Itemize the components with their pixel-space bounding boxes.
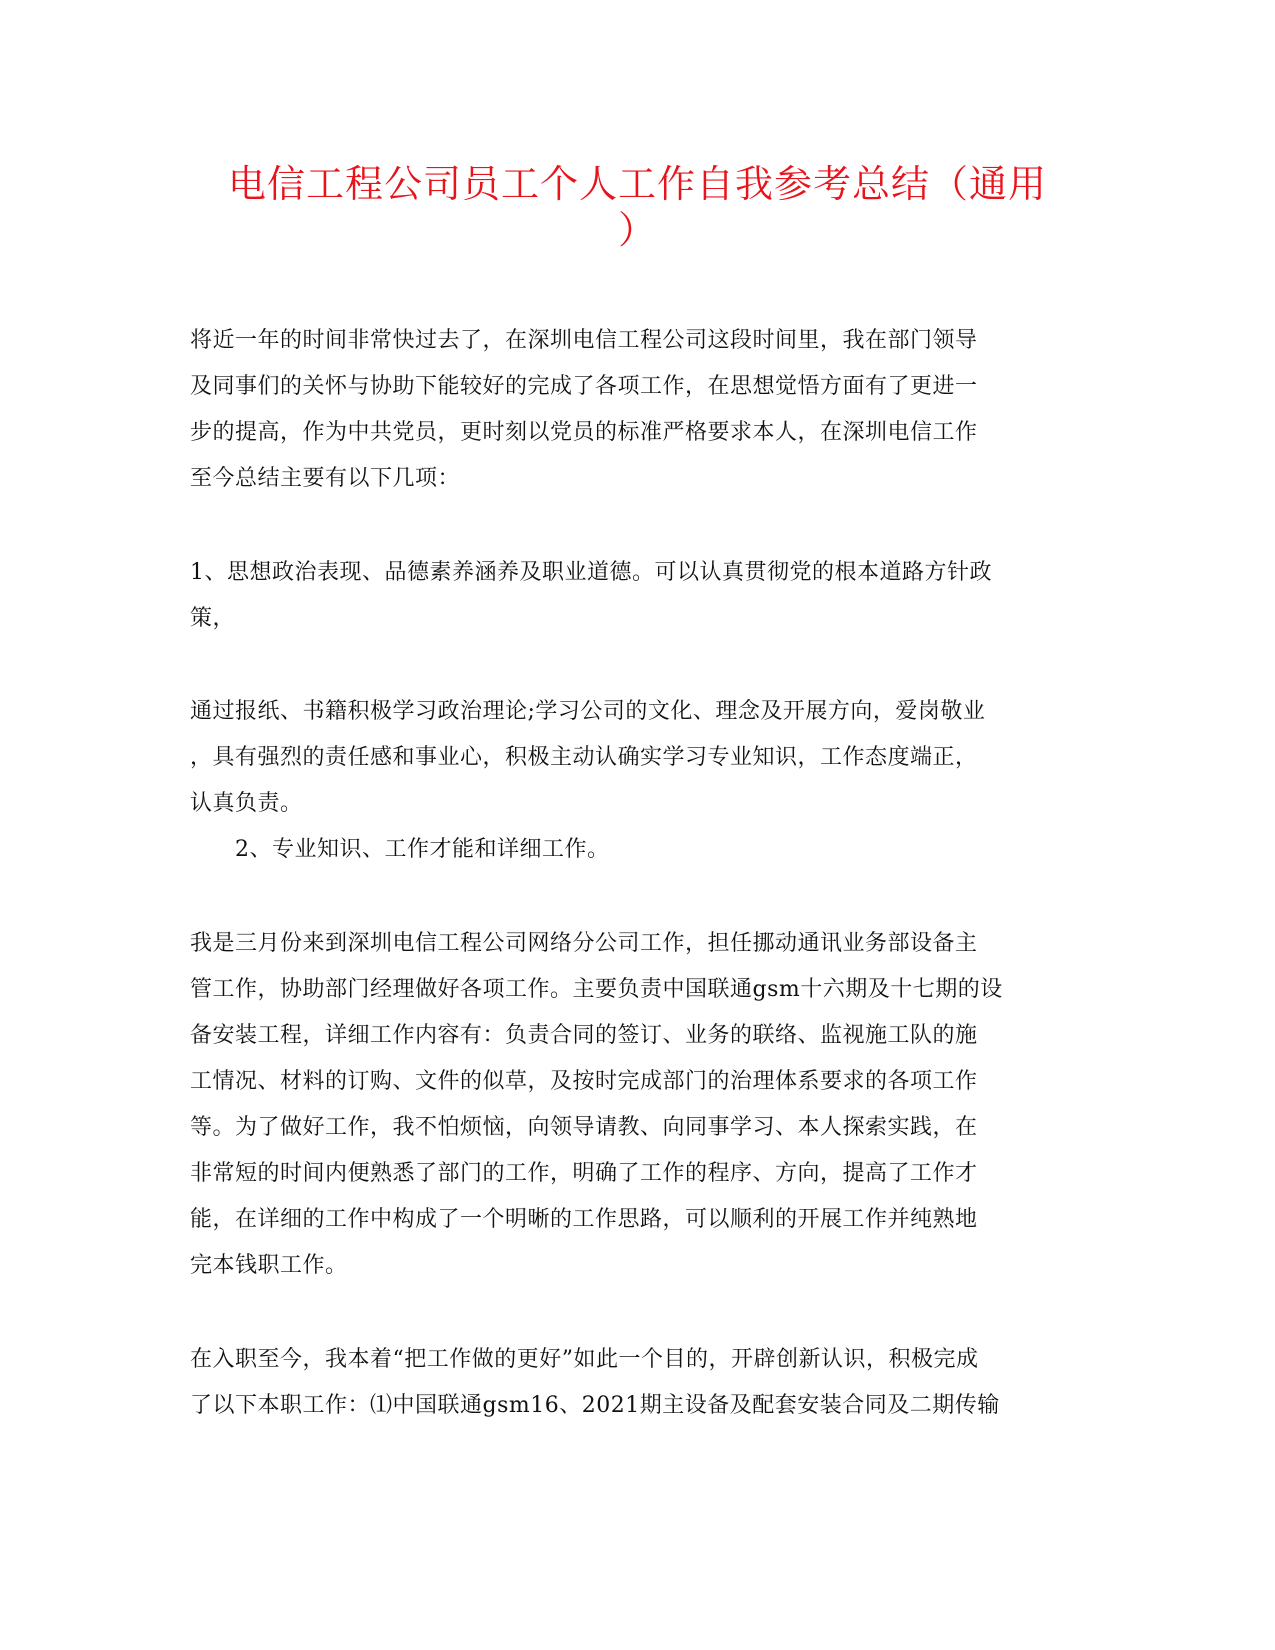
body-line: 管工作，协助部门经理做好各项工作。主要负责中国联通gsm十六期及十七期的设 (190, 977, 1003, 1002)
body-line: 工情况、材料的订购、文件的似草，及按时完成部门的治理体系要求的各项工作 (190, 1069, 978, 1094)
body-line: 2、专业知识、工作才能和详细工作。 (190, 837, 610, 862)
body-line: 等。为了做好工作，我不怕烦恼，向领导请教、向同事学习、本人探索实践，在 (190, 1115, 978, 1140)
body-line: 通过报纸、书籍积极学习政治理论;学习公司的文化、理念及开展方向，爱岗敬业 (190, 699, 986, 724)
body-line: 至今总结主要有以下几项： (190, 466, 461, 491)
body-line: 非常短的时间内便熟悉了部门的工作，明确了工作的程序、方向，提高了工作才 (190, 1161, 978, 1186)
body-line: 我是三月份来到深圳电信工程公司网络分公司工作，担任挪动通讯业务部设备主 (190, 931, 978, 956)
body-line: 步的提高，作为中共党员，更时刻以党员的标准严格要求本人，在深圳电信工作 (190, 420, 978, 445)
document-title-line-1: 电信工程公司员工个人工作自我参考总结（通用 (227, 162, 1047, 206)
body-line: 了以下本职工作：⑴中国联通gsm16、2021期主设备及配套安装合同及二期传输 (190, 1393, 1000, 1418)
document-title-line-2: ） (617, 208, 657, 252)
body-line: 及同事们的关怀与协助下能较好的完成了各项工作，在思想觉悟方面有了更进一 (190, 374, 978, 399)
body-line: 备安装工程，详细工作内容有：负责合同的签订、业务的联络、监视施工队的施 (190, 1023, 978, 1048)
body-line: 将近一年的时间非常快过去了，在深圳电信工程公司这段时间里，我在部门领导 (190, 328, 978, 353)
body-line: 能，在详细的工作中构成了一个明晰的工作思路，可以顺利的开展工作并纯熟地 (190, 1207, 978, 1232)
body-line: 认真负责。 (190, 791, 303, 816)
body-line: 策， (190, 606, 236, 631)
body-line: 1、思想政治表现、品德素养涵养及职业道德。可以认真贯彻党的根本道路方针政 (190, 560, 992, 585)
body-line: ，具有强烈的责任感和事业心，积极主动认确实学习专业知识，工作态度端正， (190, 745, 978, 770)
body-line: 在入职至今，我本着“把工作做的更好”如此一个目的，开辟创新认识，积极完成 (190, 1347, 979, 1372)
body-line: 完本钱职工作。 (190, 1253, 348, 1278)
